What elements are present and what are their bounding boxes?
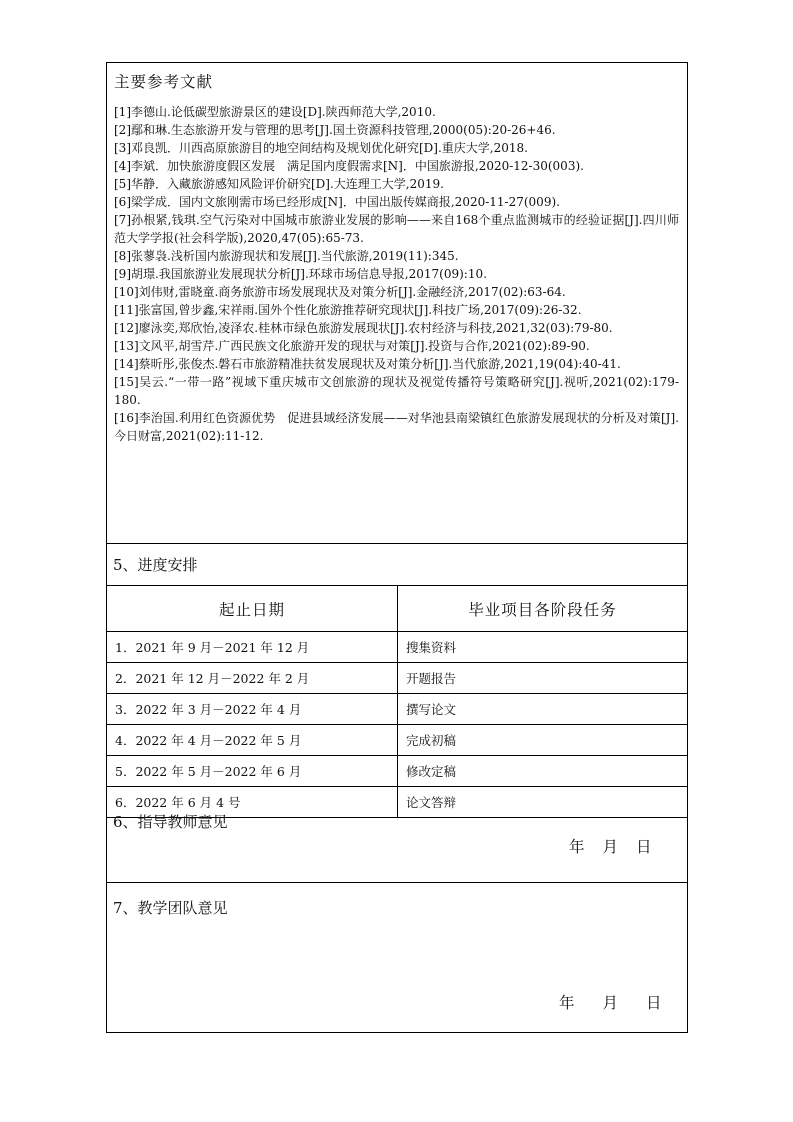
team-opinion-section — [107, 883, 687, 1034]
reference-item: [2]鄢和琳.生态旅游开发与管理的思考[J].国土资源科技管理,2000(05):20-26+46. — [114, 123, 556, 137]
references-list — [114, 103, 679, 445]
schedule-task-cell: 完成初稿 — [398, 725, 688, 756]
form-frame — [106, 62, 688, 1033]
schedule-date-cell: 4．2022 年 4 月－2022 年 5 月 — [107, 725, 398, 756]
reference-item: [16]李治国.利用红色资源优势 促进县域经济发展——对华池县南梁镇红色旅游发展现状的分析及对策[J].今日财富,2021(02):11-12. — [114, 411, 679, 443]
team-date-line — [559, 991, 662, 1013]
schedule-date-cell: 3．2022 年 3 月－2022 年 4 月 — [107, 694, 398, 725]
reference-item: [7]孙根紧,钱琪.空气污染对中国城市旅游业发展的影响——来自168个重点监测城市的经验证据[J].四川师范大学学报(社会科学版),2020,47(05):65-73. — [114, 213, 679, 245]
day-label: 日 — [646, 994, 662, 1012]
schedule-date-header: 起止日期 — [107, 586, 398, 632]
schedule-date-cell: 6．2022 年 6 月 4 号 — [107, 787, 398, 818]
schedule-header-row — [107, 586, 687, 632]
schedule-task-cell: 撰写论文 — [398, 694, 688, 725]
advisor-opinion-section — [107, 797, 687, 883]
schedule-task-header: 毕业项目各阶段任务 — [398, 586, 688, 632]
advisor-date-line — [569, 835, 652, 857]
references-title: 主要参考文献 — [114, 73, 214, 91]
day-label: 日 — [636, 838, 652, 856]
schedule-date-cell: 2．2021 年 12 月－2022 年 2 月 — [107, 663, 398, 694]
reference-item: [14]蔡昕彤,张俊杰.磐石市旅游精准扶贫发展现状及对策分析[J].当代旅游,2021,19(04):40-41. — [114, 357, 621, 371]
reference-item: [15]吴云.“一带一路”视域下重庆城市文创旅游的现状及视觉传播符号策略研究[J].视听,2021(02):179-180. — [114, 375, 679, 407]
reference-item: [11]张富国,曾步鑫,宋祥雨.国外个性化旅游推荐研究现状[J].科技广场,2017(09):26-32. — [114, 303, 582, 317]
reference-item: [4]李斌．加快旅游度假区发展 满足国内度假需求[N]．中国旅游报,2020-12-30(003). — [114, 159, 584, 173]
schedule-date-cell: 1．2021 年 9 月－2021 年 12 月 — [107, 632, 398, 663]
table-row — [107, 756, 687, 787]
schedule-task-cell: 开题报告 — [398, 663, 688, 694]
table-row — [107, 663, 687, 694]
schedule-task-cell: 修改定稿 — [398, 756, 688, 787]
reference-item: [8]张蓼袅.浅析国内旅游现状和发展[J].当代旅游,2019(11):345. — [114, 249, 459, 263]
reference-item: [10]刘伟财,雷晓童.商务旅游市场发展现状及对策分析[J].金融经济,2017(02):63-64. — [114, 285, 566, 299]
reference-item: [1]李德山.论低碳型旅游景区的建设[D].陕西师范大学,2010. — [114, 105, 436, 119]
team-opinion-title: 7、教学团队意见 — [113, 899, 228, 917]
reference-item: [3]邓良凯．川西高原旅游目的地空间结构及规划优化研究[D].重庆大学,2018. — [114, 141, 528, 155]
schedule-task-cell: 搜集资料 — [398, 632, 688, 663]
reference-item: [9]胡璟.我国旅游业发展现状分析[J].环球市场信息导报,2017(09):10. — [114, 267, 487, 281]
references-section — [107, 63, 687, 544]
month-label: 月 — [602, 994, 619, 1012]
reference-item: [6]梁学成．国内文旅刚需市场已经形成[N]．中国出版传媒商报,2020-11-27(009). — [114, 195, 560, 209]
month-label: 月 — [602, 838, 619, 856]
table-row — [107, 632, 687, 663]
schedule-title: 5、进度安排 — [107, 544, 687, 586]
table-row — [107, 725, 687, 756]
advisor-opinion-title: 6、指导教师意见 — [113, 813, 228, 831]
year-label: 年 — [569, 838, 585, 856]
reference-item: [5]华静．入藏旅游感知风险评价研究[D].大连理工大学,2019. — [114, 177, 444, 191]
schedule-task-cell: 论文答辩 — [398, 787, 688, 818]
schedule-table — [107, 586, 687, 818]
reference-item: [12]廖泳奕,郑欣怡,凌泽农.桂林市绿色旅游发展现状[J].农村经济与科技,2021,32(03):79-80. — [114, 321, 613, 335]
year-label: 年 — [559, 994, 575, 1012]
schedule-date-cell: 5．2022 年 5 月－2022 年 6 月 — [107, 756, 398, 787]
reference-item: [13]文风平,胡雪芹.广西民族文化旅游开发的现状与对策[J].投资与合作,2021(02):89-90. — [114, 339, 590, 353]
table-row — [107, 694, 687, 725]
